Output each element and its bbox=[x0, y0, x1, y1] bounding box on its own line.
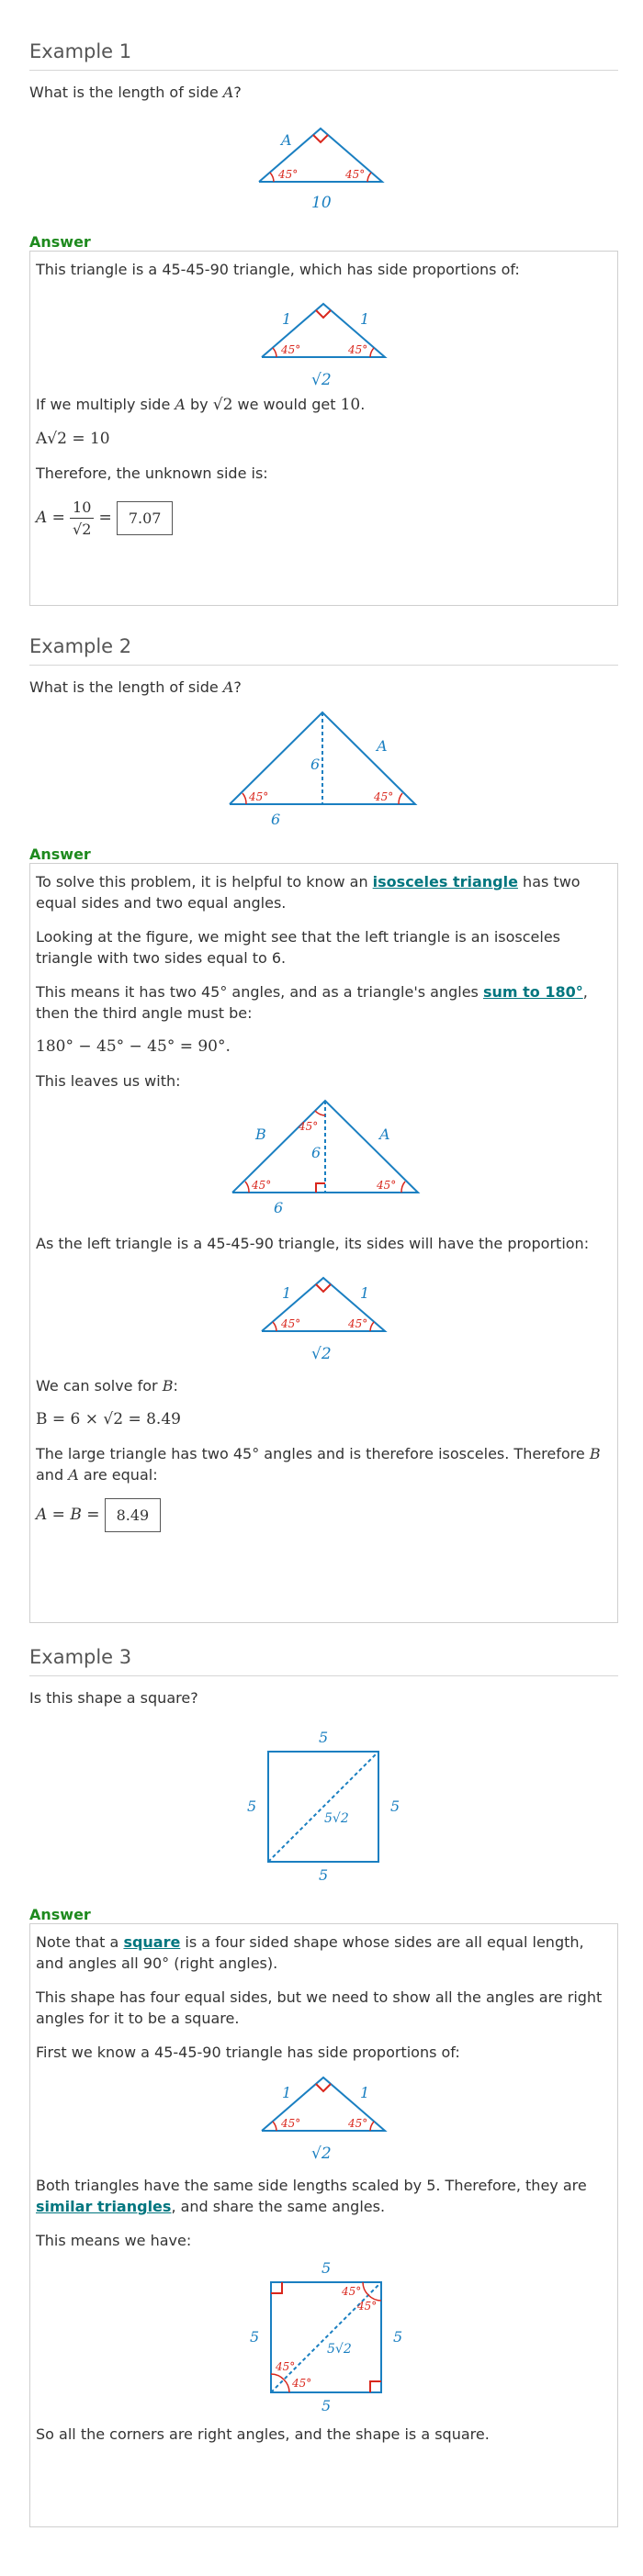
example-2 bbox=[29, 635, 618, 696]
example-1-triangle-figure bbox=[248, 118, 395, 218]
equation: B = 6 × √2 = 8.49 bbox=[36, 1410, 181, 1428]
angle-label: 45° bbox=[347, 343, 367, 356]
right-angle-marker bbox=[370, 2381, 381, 2392]
answer-label: Answer bbox=[29, 846, 91, 863]
angle-label-left: 45° bbox=[278, 168, 299, 181]
angle-label: 45° bbox=[275, 2360, 295, 2373]
angle-label: 45° bbox=[347, 1317, 367, 1330]
angle-label: 45° bbox=[374, 790, 394, 803]
square-angles-figure bbox=[237, 2257, 412, 2413]
result-equation: A = B = 8.49 bbox=[36, 1498, 612, 1532]
answer-box bbox=[29, 251, 618, 606]
side-label: 1 bbox=[281, 310, 291, 328]
proportion-triangle-figure bbox=[251, 2066, 398, 2167]
answer-label: Answer bbox=[29, 233, 91, 251]
answer-text: We can solve for B: bbox=[36, 1377, 178, 1394]
side-label-a: A bbox=[378, 1126, 390, 1143]
angle-label: 45° bbox=[356, 2300, 377, 2313]
angle-label: 45° bbox=[280, 2117, 300, 2130]
angle-label: 45° bbox=[291, 2377, 311, 2390]
diagonal-label: 5√2 bbox=[324, 1811, 349, 1826]
side-label: 1 bbox=[281, 1284, 291, 1302]
example-2-triangle-figure bbox=[220, 709, 423, 837]
side-label-top: 5 bbox=[321, 2259, 331, 2277]
side-label-top: 5 bbox=[319, 1729, 329, 1746]
angle-label-right: 45° bbox=[345, 168, 366, 181]
angle-label: 45° bbox=[298, 1120, 318, 1133]
side-label-right: 5 bbox=[392, 2328, 402, 2346]
answer-text: This triangle is a 45-45-90 triangle, which has side proportions of: bbox=[36, 261, 520, 278]
base-label: 6 bbox=[273, 1199, 283, 1216]
angle-label: 45° bbox=[280, 1317, 300, 1330]
proportion-triangle-figure bbox=[251, 1267, 398, 1368]
angle-arc bbox=[367, 173, 371, 182]
example-1-answer bbox=[29, 233, 618, 606]
diagonal-label: 5√2 bbox=[326, 2342, 352, 2357]
base-label: √2 bbox=[310, 2145, 332, 2163]
right-angle-marker bbox=[271, 2282, 282, 2293]
example-2-title: Example 2 bbox=[29, 635, 618, 666]
answer-text: To solve this problem, it is helpful to know an isosceles triangle has two equal sides and two equal angles. bbox=[36, 873, 581, 912]
example-3-answer bbox=[29, 1906, 618, 2527]
example-2-answer bbox=[29, 846, 618, 1623]
example-3-question: Is this shape a square? bbox=[29, 1689, 198, 1707]
similar-triangles-link[interactable]: similar triangles bbox=[36, 2198, 172, 2215]
answer-box bbox=[29, 863, 618, 1623]
height-label: 6 bbox=[310, 756, 321, 773]
example-1-question: What is the length of side A? bbox=[29, 84, 242, 101]
answer-text: As the left triangle is a 45-45-90 triangle, its sides will have the proportion: bbox=[36, 1235, 590, 1252]
answer-text: Both triangles have the same side lengths scaled by 5. Therefore, they are similar triangles, and share the same angles. bbox=[36, 2177, 587, 2215]
answer-box bbox=[29, 1923, 618, 2527]
example-2-question: What is the length of side A? bbox=[29, 678, 242, 696]
side-label-a: A bbox=[281, 131, 292, 149]
side-label-left: 5 bbox=[247, 1798, 257, 1815]
equation: 180° − 45° − 45° = 90°. bbox=[36, 1037, 231, 1056]
base-label: √2 bbox=[310, 371, 332, 389]
equation: A√2 = 10 bbox=[36, 430, 110, 448]
angle-label: 45° bbox=[347, 2117, 367, 2130]
side-label-bottom: 5 bbox=[319, 1866, 329, 1882]
answer-text: This means it has two 45° angles, and as a triangle's angles sum to 180°, then the third angle must be: bbox=[36, 983, 588, 1022]
diagonal-line bbox=[268, 1752, 378, 1862]
answer-text: This leaves us with: bbox=[36, 1072, 181, 1090]
angle-arc bbox=[270, 173, 274, 182]
example-3-square-figure bbox=[234, 1726, 409, 1882]
side-label: 1 bbox=[359, 2084, 369, 2101]
side-label-a: A bbox=[377, 737, 388, 755]
answer-text: This shape has four equal sides, but we need to show all the angles are right angles for it to be a square. bbox=[36, 1988, 603, 2027]
split-triangle-figure bbox=[223, 1097, 425, 1226]
example-1 bbox=[29, 40, 618, 101]
angle-label: 45° bbox=[251, 1179, 271, 1192]
answer-text: Looking at the figure, we might see that the left triangle is an isosceles triangle with two sides equal to 6. bbox=[36, 928, 561, 967]
side-label: 1 bbox=[359, 310, 369, 328]
example-3-title: Example 3 bbox=[29, 1646, 618, 1676]
side-label: 1 bbox=[281, 2084, 291, 2101]
right-angle-marker bbox=[313, 135, 328, 142]
angle-label: 45° bbox=[376, 1179, 396, 1192]
proportion-triangle-figure bbox=[251, 293, 398, 394]
answer-text: This means we have: bbox=[36, 2232, 192, 2249]
result-box: 7.07 bbox=[117, 501, 174, 535]
isosceles-triangle-link[interactable]: isosceles triangle bbox=[372, 873, 518, 890]
side-label: 1 bbox=[359, 1284, 369, 1302]
base-label: 10 bbox=[311, 194, 332, 212]
answer-text: So all the corners are right angles, and the shape is a square. bbox=[36, 2425, 490, 2443]
answer-label: Answer bbox=[29, 1906, 91, 1923]
square-link[interactable]: square bbox=[123, 1933, 181, 1951]
example-3 bbox=[29, 1646, 618, 1707]
result-box: 8.49 bbox=[105, 1498, 162, 1532]
angle-label: 45° bbox=[249, 790, 269, 803]
side-label-right: 5 bbox=[390, 1798, 400, 1815]
answer-text: Note that a square is a four sided shape whose sides are all equal length, and angles all 90° (right angles). bbox=[36, 1933, 584, 1972]
example-1-title: Example 1 bbox=[29, 40, 618, 71]
base-label: 6 bbox=[271, 811, 281, 828]
answer-text: The large triangle has two 45° angles and is therefore isosceles. Therefore B and A are equal: bbox=[36, 1445, 601, 1484]
angle-label: 45° bbox=[280, 343, 300, 356]
angle-label: 45° bbox=[341, 2285, 361, 2298]
right-angle-marker bbox=[316, 310, 331, 318]
base-label: √2 bbox=[310, 1345, 332, 1363]
result-equation: A = $\frac{10}{√2}$ = 7.07 bbox=[36, 497, 612, 540]
answer-text: First we know a 45-45-90 triangle has side proportions of: bbox=[36, 2044, 460, 2061]
answer-text: Therefore, the unknown side is: bbox=[36, 465, 268, 482]
sum-to-180-link[interactable]: sum to 180° bbox=[482, 983, 583, 1001]
side-label-b: B bbox=[254, 1126, 266, 1143]
side-label-bottom: 5 bbox=[321, 2397, 331, 2413]
side-label-left: 5 bbox=[249, 2328, 259, 2346]
var-a: A bbox=[175, 396, 186, 413]
right-angle-marker bbox=[316, 1183, 325, 1193]
height-label: 6 bbox=[310, 1144, 321, 1161]
answer-text: If we multiply side A by √2 we would get 10. bbox=[36, 396, 366, 414]
